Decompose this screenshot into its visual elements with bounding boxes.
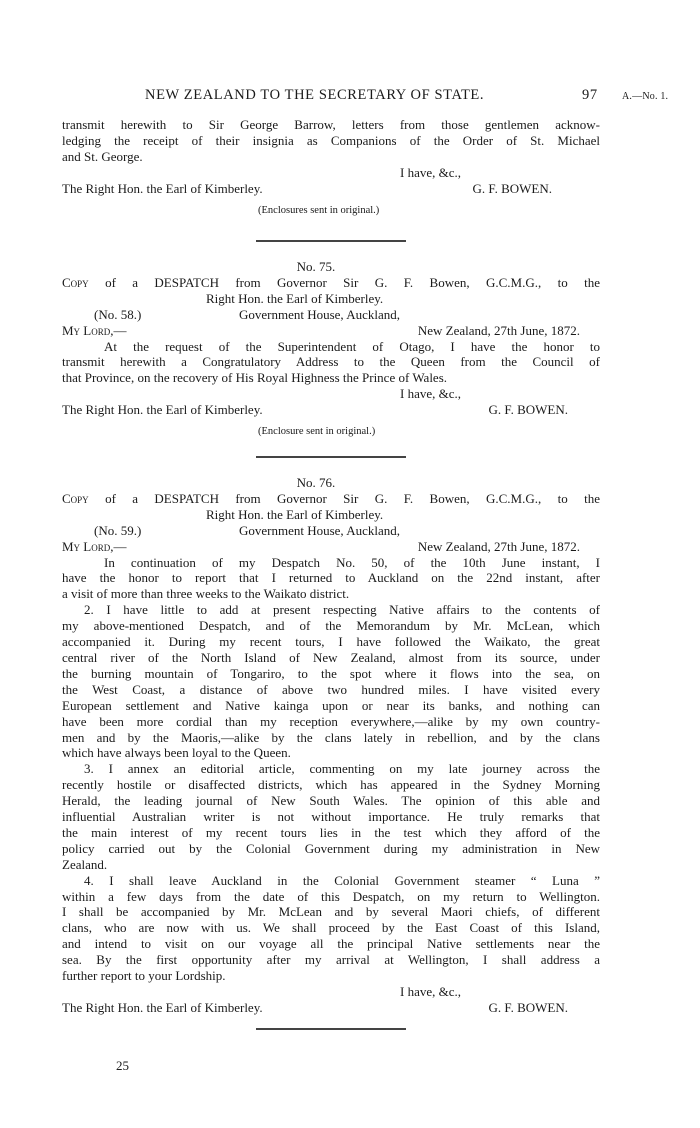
text-line: 2. I have little to add at present respecting Native affairs to the contents of — [84, 602, 600, 618]
text-line: transmit herewith to Sir George Barrow, letters from those gentlemen acknow- — [62, 117, 600, 132]
text-line: transmit herewith a Congratulatory Address to the Queen from the Council of — [62, 354, 600, 370]
despatch-76 — [62, 475, 600, 1016]
text-line: central river of the North Island of New Zealand, almost from its source, under — [62, 649, 600, 665]
paragraph-2 — [62, 602, 600, 761]
paragraph-1 — [62, 555, 600, 603]
addressee: The Right Hon. the Earl of Kimberley. — [62, 180, 263, 196]
despatch-date: New Zealand, 27th June, 1872. — [417, 538, 580, 554]
despatch-place: Government House, Auckland, — [238, 306, 400, 322]
closing: I have, &c., — [400, 164, 462, 180]
page-number: 97 — [582, 87, 598, 103]
section-divider — [256, 240, 406, 242]
despatch-ref-no: (No. 58.) — [94, 306, 142, 322]
text-line: clans, who are now with us. We shall proceed by the East Coast of this Island, — [62, 920, 600, 936]
copy-label: Copy — [62, 490, 89, 506]
despatch-title — [62, 275, 600, 291]
text-line: Herald, the leading journal of New South Wales. The opinion of this able and — [62, 793, 600, 809]
salutation: My Lord,— — [62, 322, 127, 338]
despatch-number: No. 76. — [296, 475, 336, 490]
text-line: which have always been loyal to the Queen. — [62, 745, 291, 761]
text-line: and intend to visit on our voyage all the principal Native settlements near the — [62, 936, 600, 952]
text-line: accompanied it. During my recent tours, I have followed the Waikato, the great — [62, 634, 600, 650]
enclosure-note: (Enclosures sent in original.) — [258, 204, 380, 216]
text-line: influential Australian writer is not without importance. He truly remarks that — [62, 809, 600, 825]
text-line: that Province, on the recovery of His Royal Highness the Prince of Wales. — [62, 370, 448, 386]
closing: I have, &c., — [400, 984, 462, 999]
signature-mark: 25 — [116, 1058, 129, 1073]
despatch-number: No. 75. — [296, 259, 336, 274]
enclosure-note: (Enclosure sent in original.) — [258, 426, 376, 438]
paragraph-4 — [62, 873, 600, 984]
despatch-recipient: Right Hon. the Earl of Kimberley. — [206, 506, 384, 522]
text-line: European settlement and Native kainga upon or near its banks, and nothing can — [62, 697, 600, 713]
text-line: my above-mentioned Despatch, and of the Memorandum by Mr. McLean, which — [62, 618, 600, 634]
running-header-title: NEW ZEALAND TO THE SECRETARY OF STATE. — [145, 87, 485, 103]
text-line: have been more cordial than my reception everywhere,—alike by my own country- — [62, 713, 600, 729]
addressee: The Right Hon. the Earl of Kimberley. — [62, 999, 263, 1015]
despatch-place: Government House, Auckland, — [238, 522, 400, 538]
addressee: The Right Hon. the Earl of Kimberley. — [62, 402, 263, 418]
text-line: policy carried out by the Colonial Government during my administration in New — [62, 840, 600, 856]
text-line: Zealand. — [62, 856, 108, 872]
text-line: 4. I shall leave Auckland in the Colonial Government steamer “ Luna ” — [84, 872, 600, 888]
despatch-title — [62, 491, 600, 507]
text-line: further report to your Lordship. — [62, 968, 226, 984]
closing: I have, &c., — [400, 386, 462, 402]
text-line: a visit of more than three weeks to the Waikato district. — [62, 586, 350, 602]
despatch-date: New Zealand, 27th June, 1872. — [417, 322, 580, 338]
text-line: have the honor to report that I returned to Auckland on the 22nd instant, after — [62, 570, 600, 586]
text-line: and St. George. — [62, 148, 143, 164]
despatch-title-text: of a DESPATCH from Governor Sir G. F. Bowen, G.C.M.G., to the — [105, 490, 600, 506]
signature: G. F. BOWEN. — [488, 402, 568, 418]
section-divider — [256, 1028, 406, 1030]
intro-section — [62, 117, 600, 218]
text-line: within a few days from the date of this Despatch, on my return to Wellington. — [62, 888, 600, 904]
text-line: sea. By the first opportunity after my arrival at Wellington, I shall address a — [62, 952, 600, 968]
text-line: the West Coast, a distance of above two hundred miles. I have visited every — [62, 681, 600, 697]
text-line: I shall be accompanied by Mr. McLean and by several Maori chiefs, of different — [62, 904, 600, 920]
copy-label: Copy — [62, 274, 89, 290]
despatch-ref-no: (No. 59.) — [94, 522, 142, 538]
text-line: 3. I annex an editorial article, commenting on my late journey across the — [84, 761, 600, 777]
paragraph-3 — [62, 761, 600, 872]
text-line: men and by the Maoris,—alike by the clans lately in rebellion, and by the clans — [62, 729, 600, 745]
despatch-75 — [62, 259, 600, 440]
signature: G. F. BOWEN. — [472, 180, 552, 196]
text-line: At the request of the Superintendent of Otago, I have the honor to — [104, 338, 600, 354]
signature: G. F. BOWEN. — [488, 999, 568, 1015]
document-reference: A.—No. 1. — [622, 91, 669, 102]
section-divider — [256, 456, 406, 458]
despatch-title-text: of a DESPATCH from Governor Sir G. F. Bowen, G.C.M.G., to the — [105, 274, 600, 290]
text-line: In continuation of my Despatch No. 50, of the 10th June instant, I — [104, 554, 600, 570]
text-line: ledging the receipt of their insignia as Companions of the Order of St. Michael — [62, 132, 600, 148]
text-line: recently hostile or disaffected districts, which has appeared in the Sydney Morning — [62, 777, 600, 793]
text-line: the main interest of my recent tours lies in the test which they afford of the — [62, 824, 600, 840]
text-line: the burning mountain of Tongariro, to the spot where it flows into the sea, on — [62, 665, 600, 681]
despatch-recipient: Right Hon. the Earl of Kimberley. — [206, 290, 384, 306]
salutation: My Lord,— — [62, 538, 127, 554]
